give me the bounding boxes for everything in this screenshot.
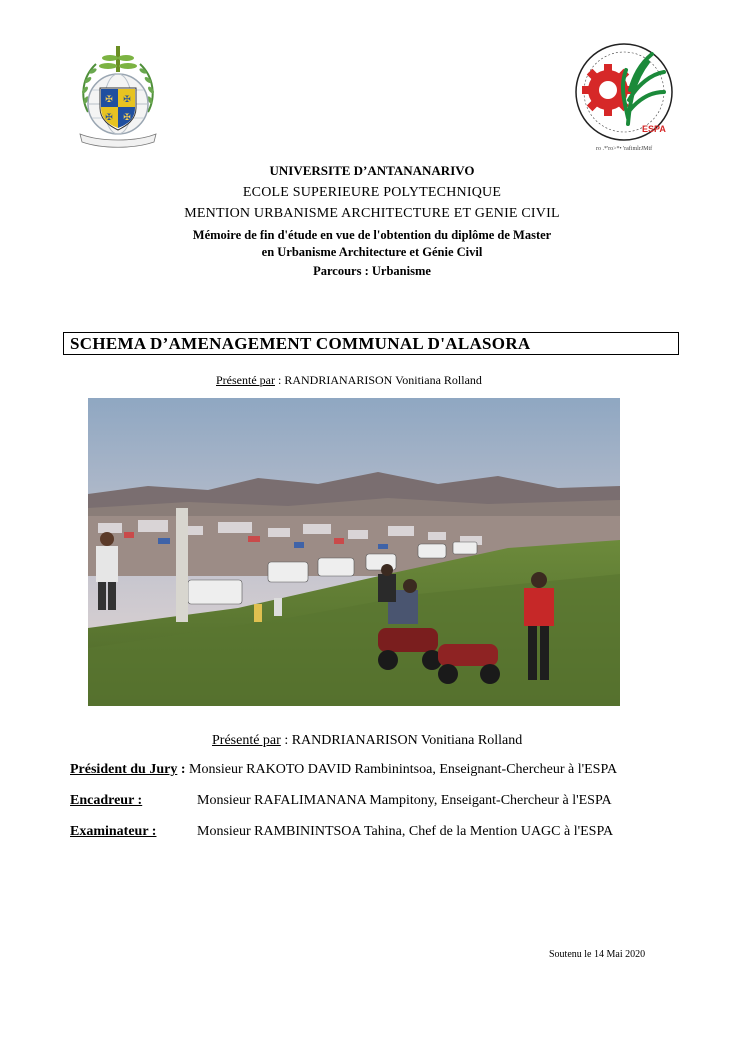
memoire-line-1: Mémoire de fin d'étude en vue de l'obtention du diplôme de Master <box>192 228 552 242</box>
logo-caption: ro .*'ro>*• 'rafimlrJMtf <box>596 146 653 152</box>
presented-by-label-2: Présenté par <box>212 733 281 748</box>
jury-value-president: Monsieur RAKOTO DAVID Rambinintsoa, Enseignant-Chercheur à l'ESPA <box>189 762 618 777</box>
jury-value-encadreur: Monsieur RAFALIMANANA Mampitony, Enseigant-Chercheur à l'ESPA <box>197 793 612 808</box>
svg-text:✠: ✠ <box>123 113 131 123</box>
espa-logo <box>568 40 680 148</box>
jury-row-president <box>70 762 617 778</box>
presented-by-top <box>216 373 482 388</box>
jury-role-president: Président du Jury <box>70 762 178 777</box>
jury-role-examinateur: Examinateur : <box>70 824 157 839</box>
jury-role-encadreur: Encadreur : <box>70 793 143 808</box>
svg-text:✠: ✠ <box>105 95 113 105</box>
market-field-photo <box>88 398 620 706</box>
presented-by-separator-2: : <box>280 733 292 748</box>
school-name: ECOLE SUPERIEURE POLYTECHNIQUE <box>242 185 502 200</box>
memoire-line-2: en Urbanisme Architecture et Génie Civil <box>261 245 483 259</box>
svg-text:✠: ✠ <box>123 95 131 105</box>
presented-by-name: RANDRIANARISON Vonitiana Rolland <box>284 373 482 387</box>
jury-separator: : <box>177 762 190 777</box>
presented-by-bottom <box>212 733 522 749</box>
espa-logo-text: ESPA <box>642 124 666 134</box>
jury-value-examinateur: Monsieur RAMBININTSOA Tahina, Chef de la Mention UAGC à l'ESPA <box>197 824 614 839</box>
jury-row-encadreur <box>70 793 142 809</box>
presented-by-separator: : <box>274 373 285 387</box>
defense-date: Soutenu le 14 Mai 2020 <box>549 949 646 960</box>
presented-by-name-2: RANDRIANARISON Vonitiana Rolland <box>291 733 523 748</box>
university-name: UNIVERSITE D’ANTANANARIVO <box>269 163 475 178</box>
presented-by-label: Présenté par <box>216 373 275 387</box>
parcours: Parcours : Urbanisme <box>313 264 431 278</box>
mention-name: MENTION URBANISME ARCHITECTURE ET GENIE CIVIL <box>184 206 560 221</box>
university-crest-logo <box>70 42 166 150</box>
svg-text:✠: ✠ <box>105 113 113 123</box>
document-title: SCHEMA D’AMENAGEMENT COMMUNAL D'ALASORA <box>70 334 531 353</box>
jury-row-examinateur <box>70 824 156 840</box>
